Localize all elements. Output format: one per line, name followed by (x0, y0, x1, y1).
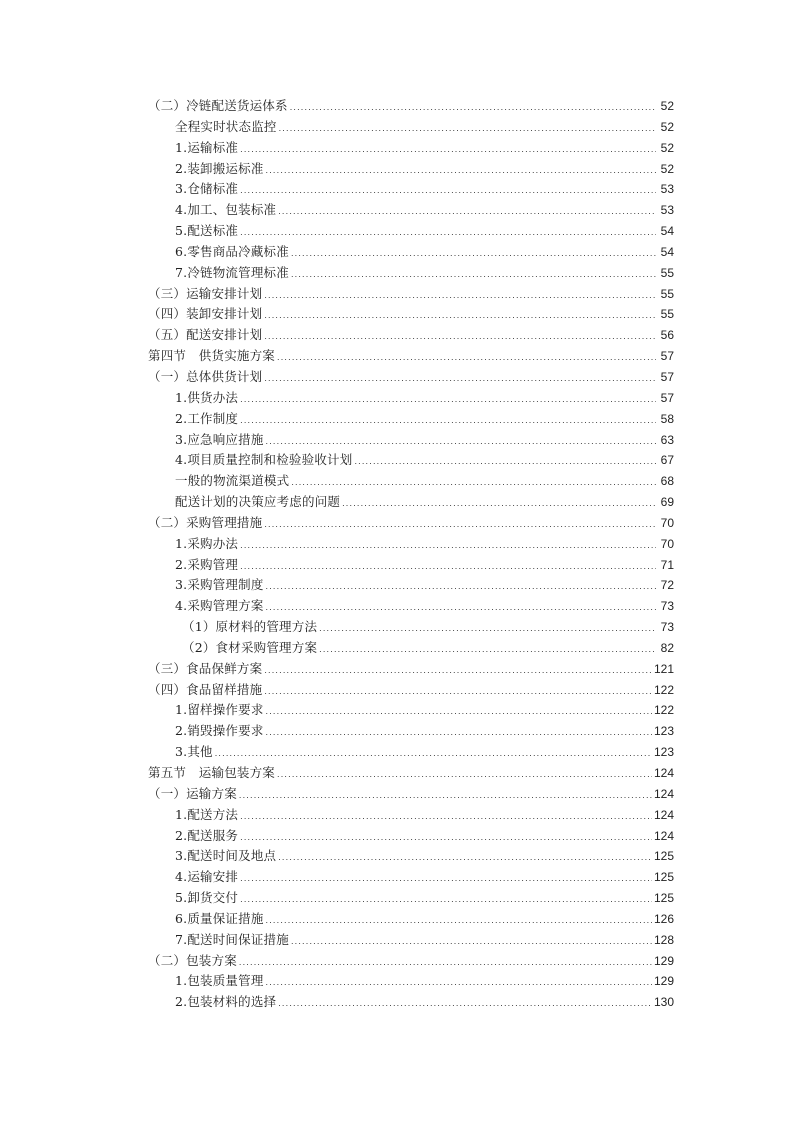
toc-leader-dots (278, 201, 656, 222)
toc-entry-page-number: 53 (660, 203, 674, 218)
table-of-contents (148, 96, 674, 1013)
toc-leader-dots (239, 785, 652, 806)
toc-entry-page-number: 53 (660, 182, 674, 197)
toc-entry[interactable] (148, 555, 674, 576)
toc-leader-dots (240, 868, 652, 889)
toc-entry-title: （二）冷链配送货运体系 (148, 98, 288, 113)
toc-leader-dots (264, 681, 652, 702)
toc-entry[interactable] (148, 159, 674, 180)
toc-entry[interactable] (148, 409, 674, 430)
toc-leader-dots (266, 701, 652, 722)
toc-entry-page-number: 124 (653, 828, 674, 843)
toc-entry-title: 一般的物流渠道模式 (175, 473, 290, 489)
toc-entry-page-number: 52 (660, 99, 674, 113)
toc-leader-dots (240, 827, 652, 848)
toc-entry[interactable] (148, 471, 674, 492)
toc-leader-dots (240, 222, 656, 243)
toc-entry-page-number: 122 (653, 703, 674, 718)
toc-leader-dots (240, 556, 656, 577)
toc-entry[interactable] (148, 992, 674, 1013)
toc-entry[interactable] (148, 117, 674, 138)
toc-entry-page-number: 67 (660, 453, 674, 468)
toc-entry-page-number: 72 (660, 578, 674, 593)
toc-entry-page-number: 73 (660, 620, 674, 635)
toc-leader-dots (290, 97, 656, 118)
toc-entry-page-number: 125 (653, 870, 674, 885)
toc-entry-title: 4.采购管理方案 (175, 598, 264, 614)
toc-entry-title: 3.仓储标准 (175, 181, 239, 197)
toc-entry[interactable] (148, 742, 674, 763)
toc-entry-title: 2.包装材料的选择 (175, 994, 277, 1010)
toc-entry-title: （1）原材料的管理方法 (182, 619, 318, 635)
toc-entry[interactable] (148, 700, 674, 721)
toc-entry[interactable] (148, 96, 674, 117)
toc-entry-title: 2.装卸搬运标准 (175, 160, 264, 176)
toc-entry-page-number: 128 (653, 932, 674, 947)
toc-leader-dots (277, 347, 656, 368)
toc-entry-title: 第四节 供货实施方案 (148, 348, 276, 364)
toc-leader-dots (279, 118, 656, 139)
toc-entry-page-number: 55 (660, 307, 674, 322)
toc-entry[interactable] (148, 284, 674, 305)
toc-entry-title: （二）采购管理措施 (148, 514, 263, 530)
toc-entry[interactable] (148, 867, 674, 888)
toc-entry-title: 4.加工、包装标准 (175, 202, 277, 218)
toc-entry-title: （三）食品保鲜方案 (148, 660, 263, 676)
toc-entry-title: 2.销毁操作要求 (175, 723, 264, 739)
toc-leader-dots (266, 910, 652, 931)
toc-entry-title: 6.质量保证措施 (175, 910, 264, 926)
toc-entry[interactable] (148, 513, 674, 534)
toc-leader-dots (354, 451, 656, 472)
toc-entry-title: 1.包装质量管理 (175, 973, 264, 989)
toc-entry-page-number: 124 (653, 786, 674, 801)
toc-entry-title: 1.配送方法 (175, 806, 239, 822)
toc-entry[interactable] (148, 826, 674, 847)
toc-entry-title: 3.配送时间及地点 (175, 848, 277, 864)
toc-entry-title: 5.卸货交付 (175, 890, 239, 906)
toc-leader-dots (240, 806, 652, 827)
toc-leader-dots (240, 389, 656, 410)
toc-entry-title: 4.运输安排 (175, 869, 239, 885)
toc-entry-title: 7.冷链物流管理标准 (175, 264, 289, 280)
toc-leader-dots (342, 493, 656, 514)
toc-leader-dots (240, 180, 656, 201)
toc-entry[interactable] (148, 346, 674, 367)
toc-entry-title: 1.采购办法 (175, 535, 239, 551)
toc-leader-dots (240, 535, 656, 556)
toc-entry-page-number: 57 (660, 349, 674, 364)
toc-leader-dots (291, 243, 656, 264)
toc-entry[interactable] (148, 805, 674, 826)
toc-entry-title: （二）包装方案 (148, 952, 237, 968)
toc-leader-dots (278, 993, 652, 1014)
toc-entry-title: （2）食材采购管理方案 (182, 639, 318, 655)
toc-entry-title: 7.配送时间保证措施 (175, 931, 289, 947)
toc-entry[interactable] (148, 721, 674, 742)
toc-leader-dots (240, 889, 652, 910)
toc-leader-dots (264, 285, 656, 306)
toc-entry-title: （三）运输安排计划 (148, 285, 263, 301)
toc-entry-title: （一）运输方案 (148, 785, 237, 801)
toc-entry-page-number: 124 (653, 807, 674, 822)
toc-entry[interactable] (148, 242, 674, 263)
toc-entry[interactable] (148, 846, 674, 867)
toc-entry-title: 6.零售商品冷藏标准 (175, 243, 289, 259)
toc-entry[interactable] (148, 221, 674, 242)
toc-entry-page-number: 58 (660, 411, 674, 426)
toc-leader-dots (240, 410, 656, 431)
toc-entry-page-number: 122 (653, 682, 674, 697)
toc-entry-title: 配送计划的决策应考虑的问题 (175, 494, 341, 510)
toc-entry-page-number: 70 (660, 515, 674, 530)
toc-entry-title: 2.采购管理 (175, 556, 239, 572)
toc-leader-dots (266, 160, 656, 181)
toc-entry-title: 1.运输标准 (175, 139, 239, 155)
toc-entry[interactable] (148, 680, 674, 701)
toc-leader-dots (277, 764, 652, 785)
toc-entry[interactable] (148, 534, 674, 555)
toc-entry-page-number: 57 (660, 390, 674, 405)
toc-entry-page-number: 63 (660, 432, 674, 447)
toc-entry[interactable] (148, 325, 674, 346)
toc-entry[interactable] (148, 659, 674, 680)
toc-entry-page-number: 52 (660, 140, 674, 155)
toc-leader-dots (319, 639, 656, 660)
toc-entry-page-number: 52 (660, 119, 674, 134)
toc-entry-title: 全程实时状态监控 (175, 118, 277, 134)
toc-entry[interactable] (148, 909, 674, 930)
toc-entry-title: （五）配送安排计划 (148, 327, 263, 343)
toc-entry-title: 5.配送标准 (175, 223, 239, 239)
toc-entry[interactable] (148, 763, 674, 784)
toc-leader-dots (264, 660, 652, 681)
toc-entry-page-number: 68 (660, 474, 674, 489)
toc-entry-page-number: 52 (660, 161, 674, 176)
toc-entry-title: （四）食品留样措施 (148, 681, 263, 697)
toc-entry[interactable] (148, 450, 674, 471)
toc-entry-page-number: 71 (660, 557, 674, 572)
toc-leader-dots (264, 326, 656, 347)
toc-entry-title: 2.工作制度 (175, 410, 239, 426)
toc-entry-page-number: 129 (653, 953, 674, 968)
toc-entry[interactable] (148, 263, 674, 284)
toc-entry-page-number: 70 (660, 536, 674, 551)
toc-leader-dots (264, 368, 656, 389)
toc-entry-page-number: 123 (653, 745, 674, 760)
toc-entry-page-number: 82 (660, 640, 674, 655)
toc-leader-dots (239, 952, 652, 973)
toc-entry-title: 1.留样操作要求 (175, 702, 264, 718)
toc-entry-page-number: 123 (653, 724, 674, 739)
toc-entry[interactable] (148, 388, 674, 409)
toc-entry[interactable] (148, 179, 674, 200)
toc-entry[interactable] (148, 784, 674, 805)
toc-entry[interactable] (148, 596, 674, 617)
toc-entry-page-number: 54 (660, 244, 674, 259)
toc-entry-page-number: 55 (660, 286, 674, 301)
toc-leader-dots (291, 264, 656, 285)
toc-entry-page-number: 124 (653, 766, 674, 780)
toc-leader-dots (266, 722, 652, 743)
toc-entry-title: 4.项目质量控制和检验验收计划 (175, 452, 353, 468)
toc-entry-page-number: 121 (653, 661, 674, 676)
toc-entry[interactable] (148, 430, 674, 451)
toc-leader-dots (291, 931, 652, 952)
toc-leader-dots (266, 431, 656, 452)
toc-leader-dots (240, 139, 656, 160)
toc-entry-title: 第五节 运输包装方案 (148, 765, 276, 780)
toc-entry[interactable] (148, 951, 674, 972)
toc-leader-dots (291, 472, 656, 493)
toc-entry[interactable] (148, 971, 674, 992)
toc-entry-title: （四）装卸安排计划 (148, 306, 263, 322)
toc-entry-page-number: 73 (660, 599, 674, 614)
toc-entry-page-number: 126 (653, 911, 674, 926)
toc-leader-dots (319, 618, 656, 639)
toc-entry[interactable] (148, 138, 674, 159)
toc-entry-title: 2.配送服务 (175, 827, 239, 843)
toc-leader-dots (266, 597, 656, 618)
toc-leader-dots (264, 305, 656, 326)
toc-entry-page-number: 125 (653, 891, 674, 906)
toc-entry[interactable] (148, 492, 674, 513)
toc-entry-title: （一）总体供货计划 (148, 368, 263, 384)
toc-entry-title: 3.采购管理制度 (175, 577, 264, 593)
toc-leader-dots (266, 576, 656, 597)
toc-entry[interactable] (148, 367, 674, 388)
toc-leader-dots (278, 847, 652, 868)
toc-entry-page-number: 56 (660, 328, 674, 343)
toc-entry-page-number: 130 (653, 995, 674, 1010)
toc-entry[interactable] (148, 304, 674, 325)
toc-entry[interactable] (148, 575, 674, 596)
toc-entry-title: 3.应急响应措施 (175, 431, 264, 447)
toc-leader-dots (266, 972, 652, 993)
toc-leader-dots (215, 743, 652, 764)
toc-leader-dots (264, 514, 656, 535)
toc-entry-page-number: 55 (660, 265, 674, 280)
toc-entry-page-number: 129 (653, 974, 674, 989)
toc-entry-title: 3.其他 (175, 744, 213, 760)
toc-entry-title: 1.供货办法 (175, 389, 239, 405)
toc-entry-page-number: 54 (660, 224, 674, 239)
toc-entry[interactable] (148, 888, 674, 909)
toc-entry[interactable] (148, 638, 674, 659)
toc-entry-page-number: 57 (660, 369, 674, 384)
toc-entry[interactable] (148, 617, 674, 638)
toc-entry-page-number: 69 (660, 495, 674, 510)
toc-entry[interactable] (148, 200, 674, 221)
toc-entry[interactable] (148, 930, 674, 951)
toc-entry-page-number: 125 (653, 849, 674, 864)
